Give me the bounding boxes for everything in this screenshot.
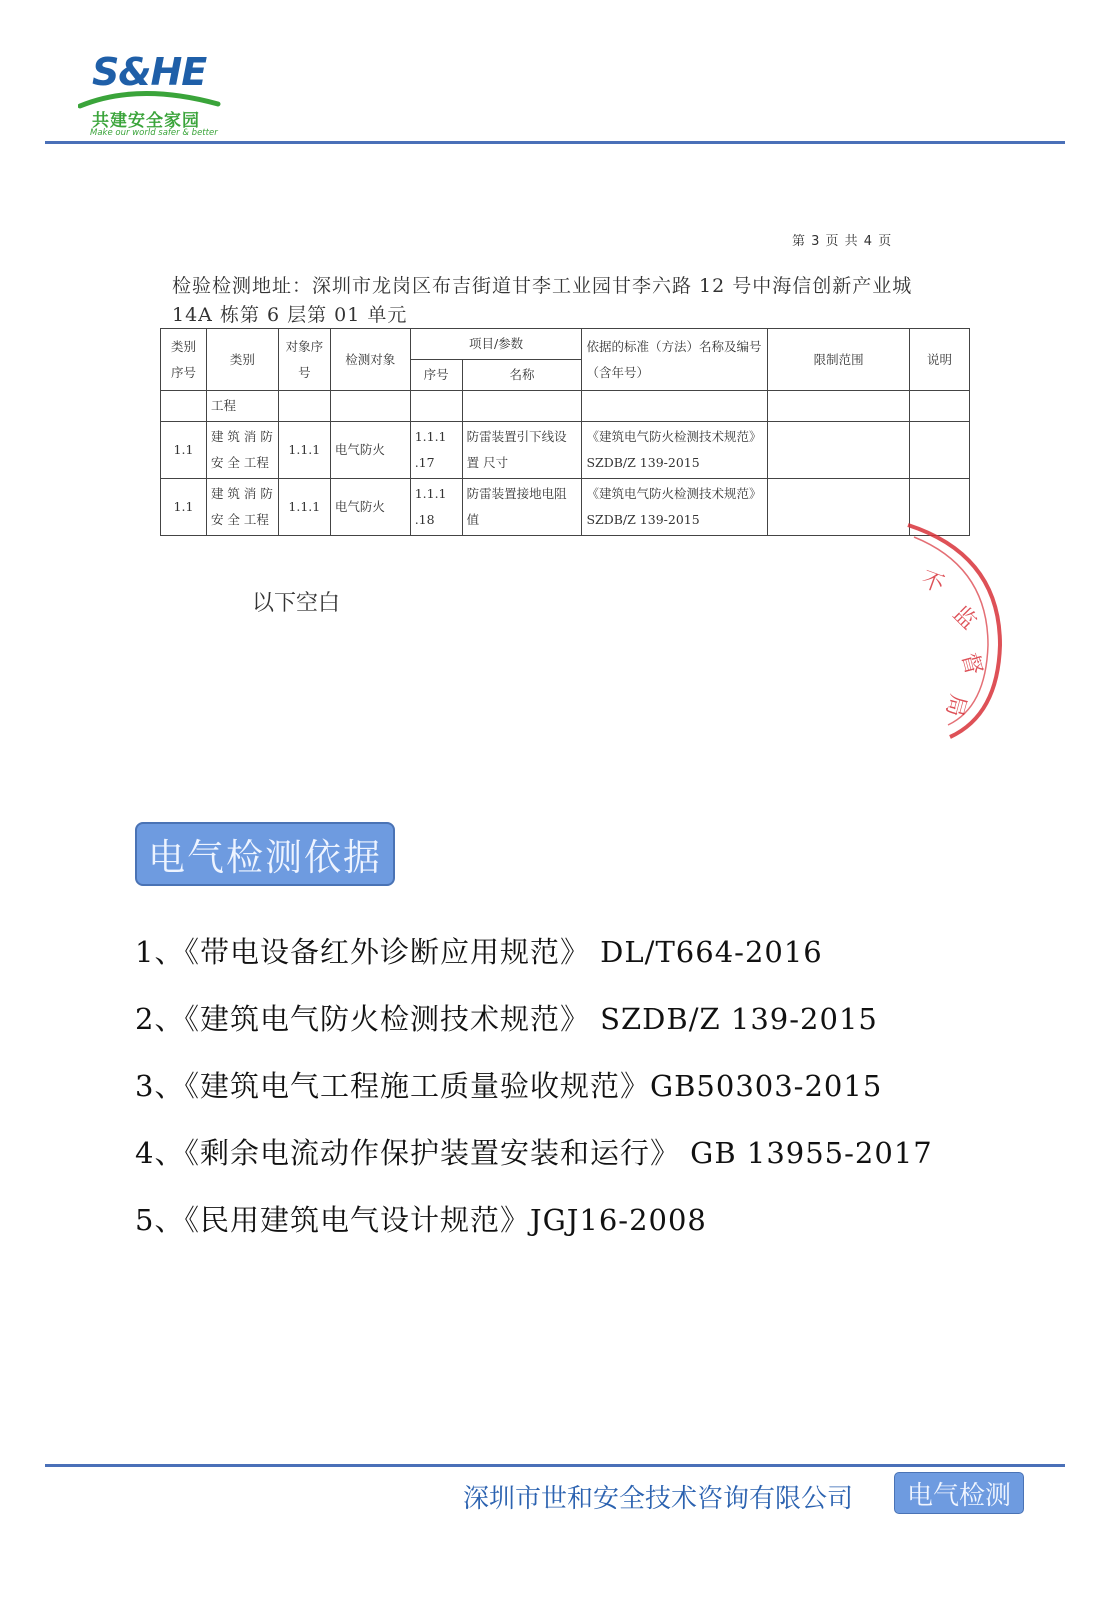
row-category: 建 筑 消 防 安 全 工程 [206, 479, 278, 536]
header-object-no: 对象序号 [278, 329, 330, 391]
footer-company-name: 深圳市世和安全技术咨询有限公司 [463, 1484, 854, 1514]
header-standard: 依据的标准（方法）名称及编号（含年号） [582, 329, 768, 391]
header-object: 检测对象 [330, 329, 410, 391]
inspection-table [160, 328, 970, 536]
svg-text:督: 督 [956, 650, 987, 678]
row-object-no: 1.1.1 [278, 422, 330, 479]
logo-slogan-cn: 共建安全家园 [92, 111, 200, 131]
company-logo [78, 50, 228, 140]
list-item: 1、《带电设备红外诊断应用规范》 DL/T664-2016 [135, 935, 823, 969]
row-object: 电气防火 [330, 479, 410, 536]
header-divider [45, 141, 1065, 144]
header-item-no: 序号 [410, 360, 462, 391]
header-note: 说明 [909, 329, 969, 391]
row-item-name: 防雷装置接地电阻值 [462, 479, 582, 536]
row-object: 电气防火 [330, 422, 410, 479]
list-item: 5、《民用建筑电气设计规范》JGJ16-2008 [135, 1203, 707, 1237]
header-limit: 限制范围 [768, 329, 910, 391]
svg-text:监: 监 [947, 601, 982, 635]
row-standard: 《建筑电气防火检测技术规范》 SZDB/Z 139-2015 [582, 479, 768, 536]
list-item: 4、《剩余电流动作保护装置安装和运行》 GB 13955-2017 [135, 1136, 933, 1170]
svg-text:不: 不 [917, 567, 948, 599]
header-item-name: 名称 [462, 360, 582, 391]
footer-badge: 电气检测 [894, 1472, 1024, 1514]
section-title: 电气检测依据 [135, 822, 395, 886]
row-note [909, 422, 969, 479]
svg-text:局: 局 [940, 691, 971, 720]
row-item-no: 1.1.1 .17 [410, 422, 462, 479]
row-item-name: 防雷装置引下线设置 尺寸 [462, 422, 582, 479]
row-object-no: 1.1.1 [278, 479, 330, 536]
logo-slogan-en: Make our world safer & better [90, 128, 218, 138]
logo-wordmark: S&HE [92, 50, 207, 94]
table-header-row [161, 329, 970, 360]
row-standard: 《建筑电气防火检测技术规范》 SZDB/Z 139-2015 [582, 422, 768, 479]
row-limit [768, 479, 910, 536]
blank-below-note: 以下空白 [252, 591, 341, 616]
header-category: 类别 [206, 329, 278, 391]
standards-list [135, 930, 933, 1265]
continued-category: 工程 [206, 391, 278, 422]
scanned-report [160, 220, 1000, 740]
row-category-no: 1.1 [161, 479, 207, 536]
row-category: 建 筑 消 防 安 全 工程 [206, 422, 278, 479]
page-number: 第 3 页 共 4 页 [792, 234, 893, 249]
row-item-no: 1.1.1 .18 [410, 479, 462, 536]
header-category-no: 类别序号 [161, 329, 207, 391]
row-category-no: 1.1 [161, 422, 207, 479]
footer-divider [45, 1464, 1065, 1467]
official-seal-icon [900, 515, 1010, 745]
list-item: 2、《建筑电气防火检测技术规范》 SZDB/Z 139-2015 [135, 1002, 878, 1036]
list-item: 3、《建筑电气工程施工质量验收规范》GB50303-2015 [135, 1069, 883, 1103]
inspection-address: 检验检测地址：深圳市龙岗区布吉街道甘李工业园甘李六路 12 号中海信创新产业城 14A 栋第 6 层第 01 单元 [172, 275, 913, 326]
table-row [161, 422, 970, 479]
table-row [161, 391, 970, 422]
table-row [161, 479, 970, 536]
row-limit [768, 422, 910, 479]
header-item-param: 项目/参数 [410, 329, 582, 360]
